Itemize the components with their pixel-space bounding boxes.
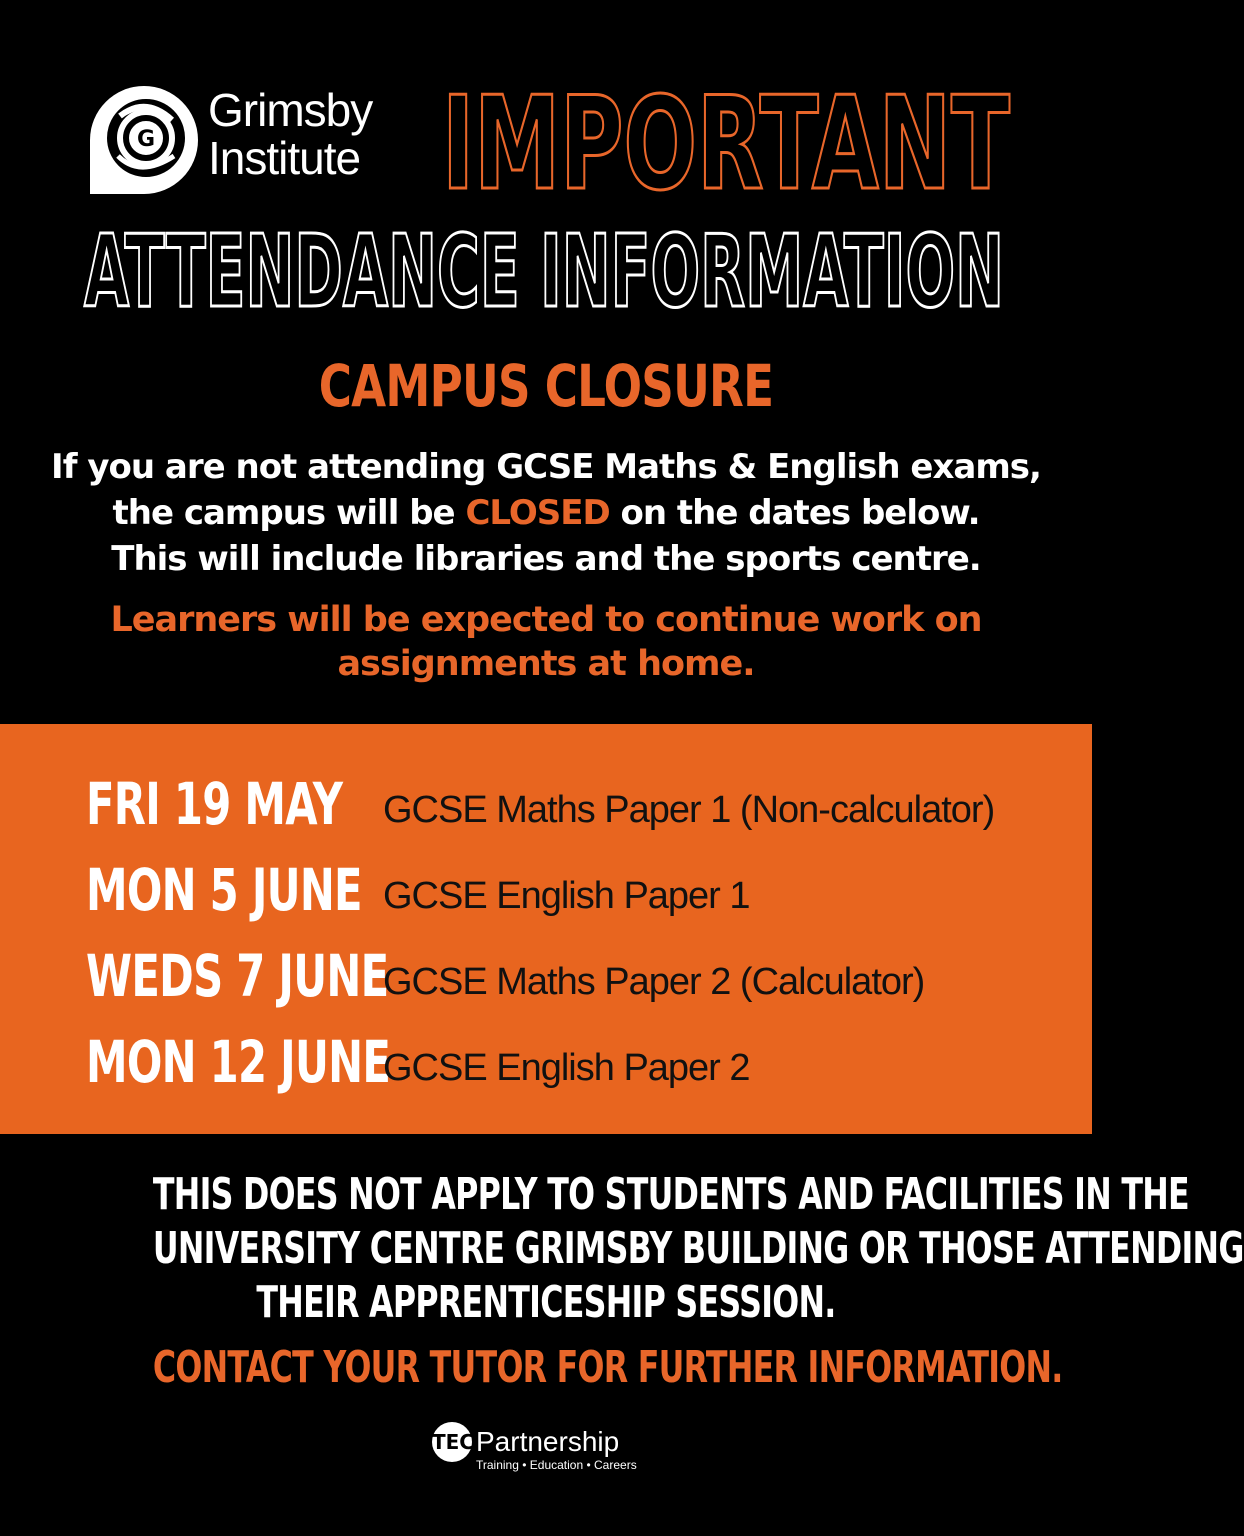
tec-mark-icon: TEC <box>432 1422 472 1462</box>
logo-wordmark <box>208 86 372 182</box>
schedule-date: WEDS 7 JUNE <box>86 942 389 1010</box>
grimsby-institute-logo <box>90 86 420 198</box>
schedule-exam: GCSE Maths Paper 2 (Calculator) <box>383 961 925 1003</box>
schedule-date: MON 5 JUNE <box>86 856 362 924</box>
schedule-row <box>0 1026 1092 1112</box>
notice-line-3: THEIR APPRENTICESHIP SESSION. <box>256 1277 836 1328</box>
info-line-3: This will include libraries and the sports centre. <box>111 539 981 579</box>
schedule-date: FRI 19 MAY <box>86 770 343 838</box>
header <box>0 0 1092 330</box>
schedule-exam: GCSE English Paper 2 <box>383 1047 750 1089</box>
info-line-2-pre: the campus will be <box>112 493 466 533</box>
important-headline <box>438 68 1018 219</box>
info-line-1: If you are not attending GCSE Maths & English exams, <box>51 447 1041 487</box>
tec-partnership-logo <box>432 1420 672 1476</box>
attendance-text: ATTENDANCE INFORMATION <box>84 213 1004 330</box>
attendance-headline <box>70 210 1020 330</box>
schedule-exam: GCSE Maths Paper 1 (Non-calculator) <box>383 789 995 831</box>
learners-line-2: assignments at home. <box>337 644 755 684</box>
important-text: IMPORTANT <box>442 70 1010 219</box>
exam-schedule <box>0 724 1092 1134</box>
closure-info <box>0 444 1092 582</box>
learners-note <box>0 598 1092 686</box>
partner-tagline: Training • Education • Careers <box>476 1458 637 1472</box>
schedule-row <box>0 768 1092 854</box>
closed-highlight: CLOSED <box>465 493 610 533</box>
partner-name: Partnership <box>476 1426 620 1457</box>
notice-line-1: THIS DOES NOT APPLY TO STUDENTS AND FACILITIES IN THE <box>152 1169 1189 1220</box>
logo-line-1: Grimsby <box>208 84 373 136</box>
notice-line-2: UNIVERSITY CENTRE GRIMSBY BUILDING OR THOSE ATTENDING <box>152 1223 1244 1274</box>
schedule-row <box>0 940 1092 1026</box>
swirl-logo-icon <box>90 86 198 194</box>
campus-closure-title: CAMPUS CLOSURE <box>318 352 774 420</box>
schedule-date: MON 12 JUNE <box>86 1028 391 1096</box>
learners-line-1: Learners will be expected to continue work on <box>110 600 982 640</box>
logo-line-2: Institute <box>208 132 361 184</box>
info-line-2-post: on the dates below. <box>609 493 980 533</box>
contact-tutor: CONTACT YOUR TUTOR FOR FURTHER INFORMATION. <box>152 1342 1063 1393</box>
svg-text:G: G <box>136 127 156 152</box>
exemption-notice <box>0 1168 1244 1330</box>
schedule-row <box>0 854 1092 940</box>
schedule-exam: GCSE English Paper 1 <box>383 875 750 917</box>
info-line-2 <box>0 490 1092 536</box>
